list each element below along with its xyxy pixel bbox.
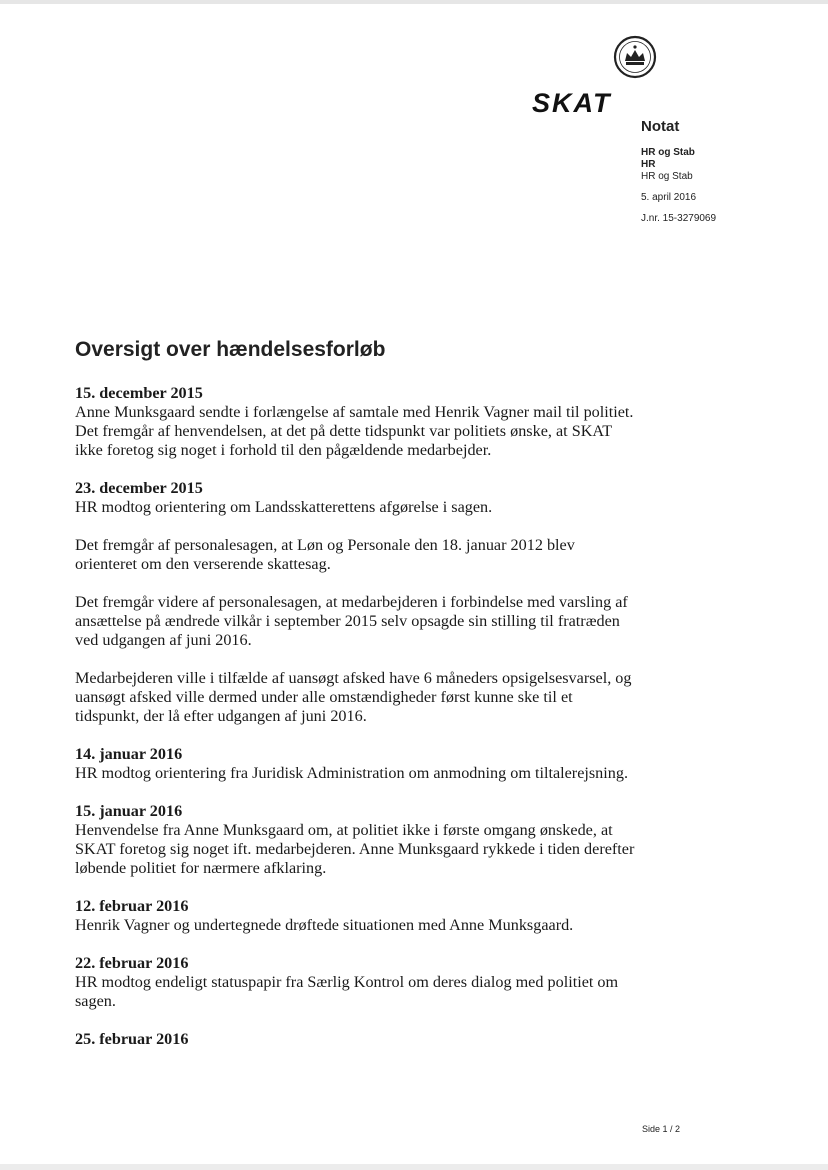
paragraph: Det fremgår af personalesagen, at Løn og Personale den 18. januar 2012 blev orienteret om den verserende skattesag. [75,536,575,573]
entry-date: 22. februar 2016 [75,954,189,972]
entry-text: Henvendelse fra Anne Munksgaard om, at politiet ikke i første omgang ønskede, at SKAT foretog sig noget ift. medarbejderen. Anne Munksgaard rykkede i tiden derefter løbende politiet for nærmere afklaring. [75,821,635,877]
paragraph: Medarbejderen ville i tilfælde af uansøgt afsked have 6 måneders opsigelsesvarsel, og uansøgt afsked ville dermed under alle omstændigheder først kunne ske til et tidspunkt, der lå efter udgangen af juni 2016. [75,669,632,725]
entry-text: Henrik Vagner og undertegnede drøftede situationen med Anne Munksgaard. [75,916,574,934]
timeline [75,384,635,1049]
entry-text: HR modtog orientering fra Juridisk Administration om anmodning om tiltalerejsning. [75,764,629,782]
document-date: 5. april 2016 [641,192,697,203]
paragraph: Det fremgår videre af personalesagen, at medarbejderen i forbindelse med varsling af ansættelse på ændrede vilkår i september 2015 selv opsagde sin stilling til fratræden ved udgangen af juni 2016. [75,593,628,649]
page-title: Oversigt over hændelsesforløb [75,338,386,361]
page-number: Side 1 / 2 [642,1124,681,1134]
entry-date: 12. februar 2016 [75,897,189,915]
doc-type: Notat [641,118,680,135]
timeline-entry [75,1030,635,1049]
timeline-entry [75,897,635,935]
entry-date: 15. december 2015 [75,384,203,402]
timeline-entry [75,479,635,517]
timeline-entry [75,954,635,1011]
timeline-entry [75,745,635,783]
entry-text: Anne Munksgaard sendte i forlængelse af samtale med Henrik Vagner mail til politiet. Det fremgår af henvendelsen, at det på dette tidspunkt var politiets ønske, at SKAT ikke foretog sig noget i forhold til den pågældende medarbejder. [75,403,634,459]
department-sub: HR og Stab [641,171,693,182]
crown-emblem-icon [612,34,658,80]
entry-date: 14. januar 2016 [75,745,183,763]
top-border [0,0,828,4]
bottom-border [0,1164,828,1170]
entry-date: 23. december 2015 [75,479,203,497]
timeline-entry [75,384,635,460]
journal-number: J.nr. 15-3279069 [641,213,717,224]
document-meta [641,118,716,225]
entry-date: 25. februar 2016 [75,1030,189,1048]
skat-wordmark: SKAT [532,88,612,118]
entry-date: 15. januar 2016 [75,802,183,820]
department: HR og Stab [641,147,695,158]
entry-text: HR modtog orientering om Landsskatterettens afgørelse i sagen. [75,498,493,516]
unit: HR [641,159,656,170]
entry-text: HR modtog endeligt statuspapir fra Særlig Kontrol om deres dialog med politiet om sagen. [75,973,619,1010]
timeline-entry [75,802,635,878]
